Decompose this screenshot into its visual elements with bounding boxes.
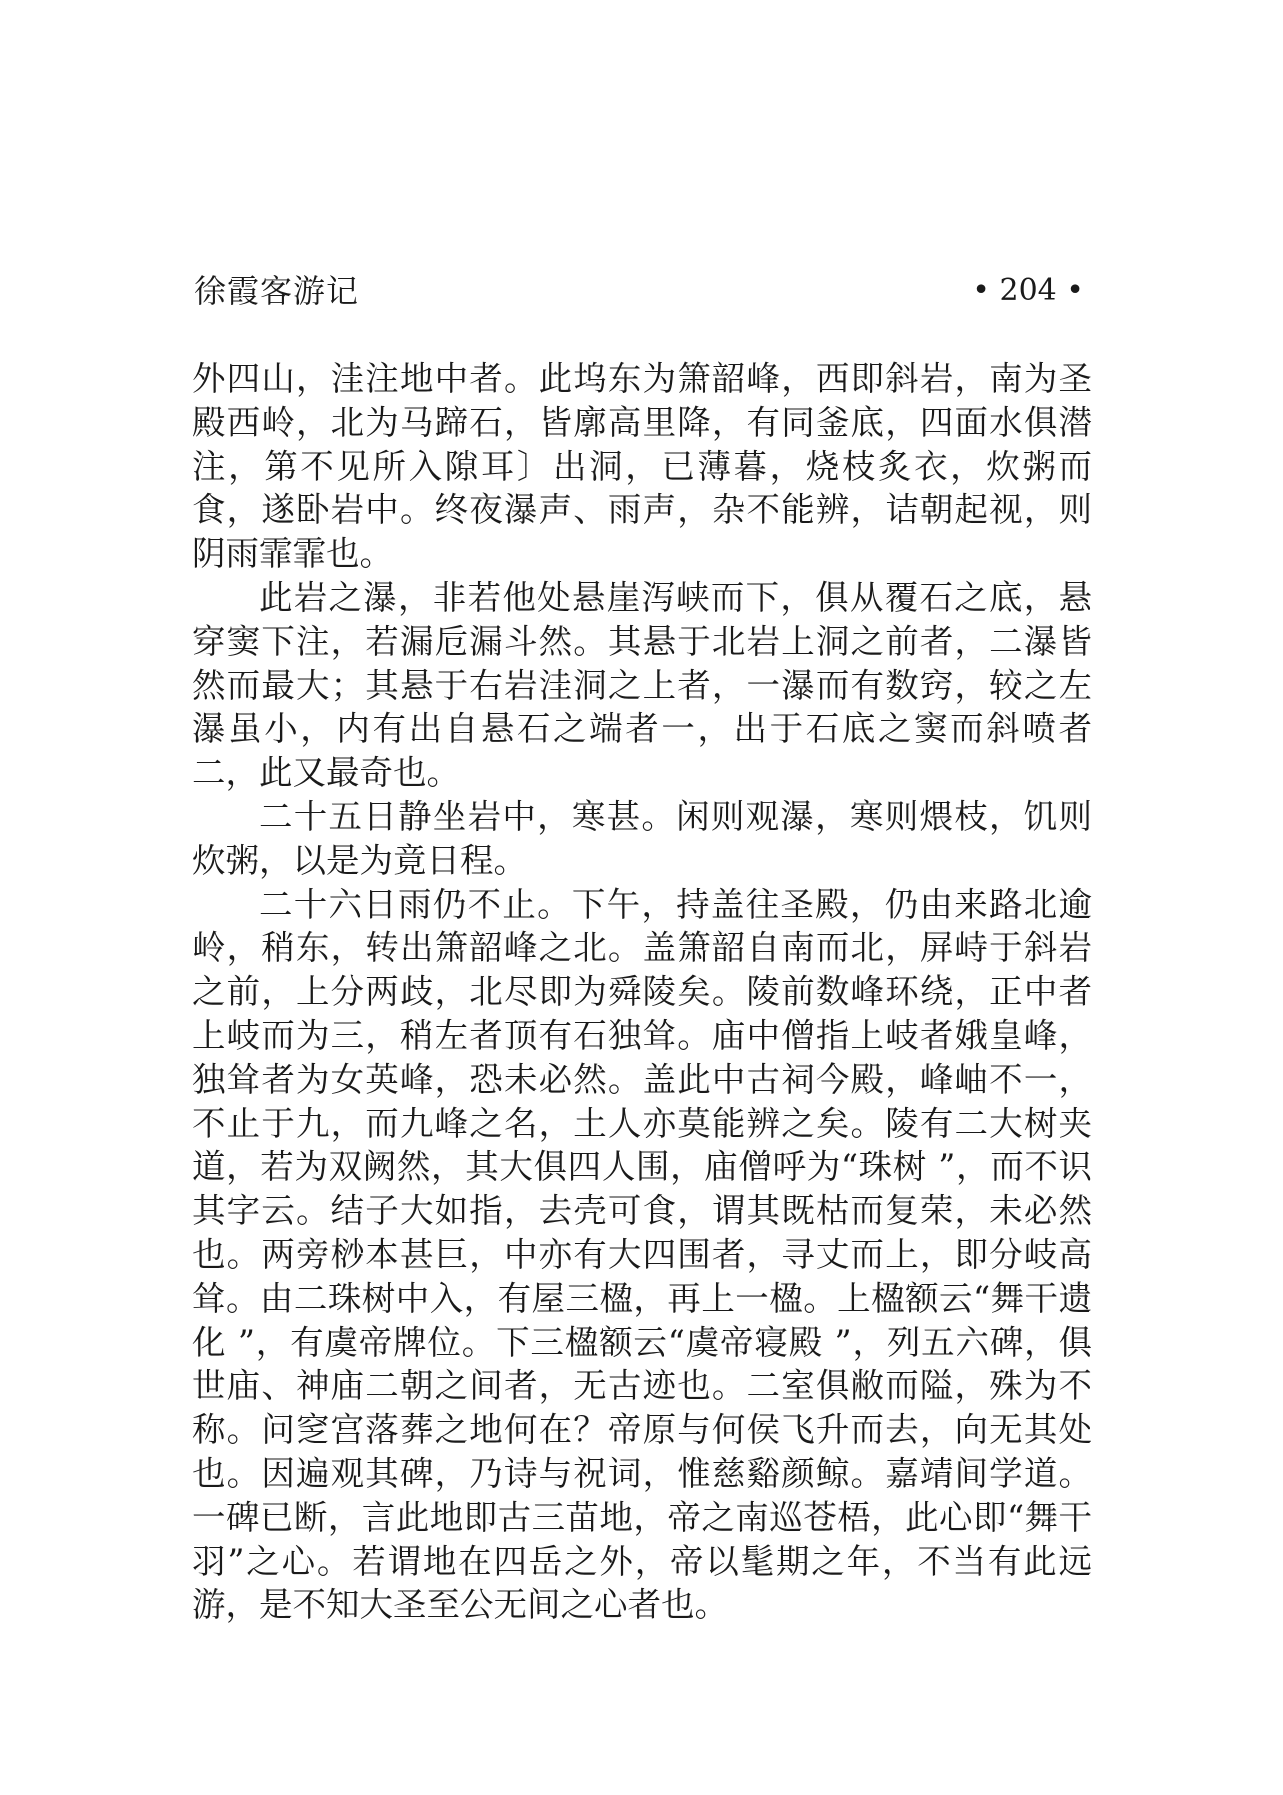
body-text bbox=[192, 357, 1092, 1627]
book-title: 徐霞客游记 bbox=[194, 272, 360, 310]
paragraph-continued: 外四山，洼注地中者。此坞东为箫韶峰，西即斜岩，南为圣殿西岭，北为马蹄石，皆廓高里降，有同釜底，四面水俱潜注，第不见所入隙耳〕出洞，已薄暮，烧枝炙衣，炊粥而食，遂卧岩中。终夜瀑声、雨声，杂不能辨，诘朝起视，则阴雨霏霏也。 bbox=[192, 359, 1092, 574]
paragraph-waterfall: 此岩之瀑，非若他处悬崖泻峡而下，俱从覆石之底，悬穿窦下注，若漏卮漏斗然。其悬于北岩上洞之前者，二瀑皆然而最大；其悬于右岩洼洞之上者，一瀑而有数窍，较之左瀑虽小，内有出自悬石之端者一，出于石底之窦而斜喷者二，此又最奇也。 bbox=[192, 577, 1092, 793]
page-number: • 204 • bbox=[972, 273, 1084, 308]
paragraph-day-25: 二十五日静坐岩中，寒甚。闲则观瀑，寒则煨枝，饥则炊粥，以是为竟日程。 bbox=[192, 796, 1092, 880]
page-header bbox=[194, 268, 1084, 314]
paragraph-day-26: 二十六日雨仍不止。下午，持盖往圣殿，仍由来路北逾岭，稍东，转出箫韶峰之北。盖箫韶自南而北，屏峙于斜岩之前，上分两歧，北尽即为舜陵矣。陵前数峰环绕，正中者上岐而为三，稍左者顶有石独耸。庙中僧指上岐者娥皇峰，独耸者为女英峰，恐未必然。盖此中古祠今殿，峰岫不一，不止于九，而九峰之名，土人亦莫能辨之矣。陵有二大树夹道，若为双阙然，其大俱四人围，庙僧呼为“珠树 ”，而不识其字云。结子大如指，去壳可食，谓其既枯而复荣，未必然也。两旁桫本甚巨，中亦有大四围者，寻丈而上，即分岐高耸。由二珠树中入，有屋三楹，再上一楹。上楹额云“舞干遗化 ”，有虞帝牌位。下三楹额云“虞帝寝殿 ”，列五六碑，俱世庙、神庙二朝之间者，无古迹也。二室俱敝而隘，殊为不称。问窆宫落葬之地何在？帝原与何侯飞升而去，向无其处也。因遍观其碑，乃诗与祝词，惟慈谿颜鲸。嘉靖间学道。一碑已断，言此地即古三苗地，帝之南巡苍梧，此心即“舞干羽”之心。若谓地在四岳之外，帝以髦期之年，不当有此远游，是不知大圣至公无间之心者也。 bbox=[192, 884, 1092, 1625]
